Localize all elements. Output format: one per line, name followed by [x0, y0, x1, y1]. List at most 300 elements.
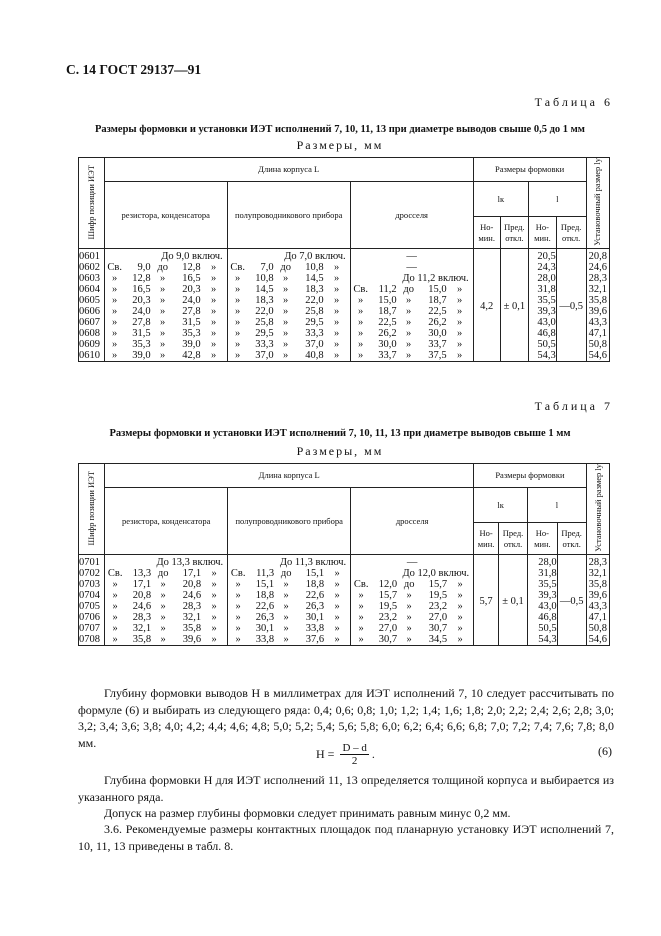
semiconductor-prefix: Св.: [230, 262, 245, 274]
resistor-prefix: Св.: [107, 262, 122, 274]
semiconductor-prefix: »: [235, 284, 241, 296]
semiconductor-sep: »: [283, 579, 289, 591]
resistor-from: 12,8: [132, 273, 151, 285]
resistor-cell: [105, 623, 228, 634]
resistor-from: 20,3: [132, 295, 151, 307]
l-nominal-cell: 39,3: [529, 306, 557, 317]
choke-prefix: »: [358, 590, 364, 602]
semiconductor-sep: »: [283, 295, 289, 307]
formula-6: [316, 742, 375, 767]
choke-header: дросселя: [350, 182, 473, 249]
semiconductor-cell: [227, 284, 350, 295]
choke-cell: [351, 555, 474, 569]
install-size-cell: 28,3: [586, 555, 609, 569]
semiconductor-header: полупроводникового прибора: [228, 488, 351, 555]
semiconductor-from: 18,3: [255, 295, 274, 307]
semiconductor-value: До 7,0 включ.: [284, 251, 346, 263]
resistor-cell: [104, 249, 227, 263]
choke-cell: [350, 284, 473, 295]
semiconductor-from: 14,5: [255, 284, 274, 296]
resistor-unit: »: [211, 295, 217, 307]
resistor-unit: »: [211, 350, 217, 362]
semiconductor-prefix: »: [235, 295, 241, 307]
semiconductor-from: 22,6: [255, 601, 275, 613]
l-nominal-cell: 35,5: [529, 295, 557, 306]
semiconductor-to: 40,8: [305, 350, 324, 362]
resistor-prefix: »: [112, 284, 118, 296]
choke-to: 26,2: [428, 317, 447, 329]
semiconductor-from: 11,3: [256, 568, 275, 580]
semiconductor-prefix: »: [235, 612, 241, 624]
resistor-sep: »: [160, 350, 166, 362]
semiconductor-cell: [228, 555, 351, 569]
semiconductor-cell: [227, 306, 350, 317]
formula-denominator: 2: [351, 755, 358, 767]
choke-cell: [351, 634, 474, 646]
nominal-header: Но- мин.: [529, 217, 557, 249]
semiconductor-unit: »: [334, 306, 340, 318]
install-size-cell: 35,8: [586, 579, 609, 590]
semiconductor-unit: »: [334, 295, 340, 307]
resistor-cell: [104, 317, 227, 328]
semiconductor-cell: [228, 601, 351, 612]
l-nominal-cell: 24,3: [529, 262, 557, 273]
semiconductor-cell: [228, 590, 351, 601]
choke-unit: »: [457, 634, 463, 646]
choke-cell: [350, 262, 473, 273]
table-row: [79, 350, 610, 362]
body-length-header: Длина корпуса L: [104, 158, 473, 182]
l-nominal-cell: 31,8: [529, 284, 557, 295]
choke-cell: [350, 317, 473, 328]
semiconductor-sep: до: [280, 262, 291, 274]
semiconductor-unit: »: [334, 601, 340, 613]
resistor-sep: »: [160, 295, 166, 307]
paragraph-depth-formula: Глубину формовки выводов H в миллиметрах для ИЭТ исполнений 7, 10 следует рассчитывать по формуле (6) и выбирать из следующего ряда: 0,4; 0,6; 0,8; 1,0; 1,2; 1,4; 1,6; 1,8; 2,0; 2,2; 2,4; 2,6; 2,8; 3,0; 3,2; 3,4; 3,6; 3,8; 4,0; 4,2; 4,4; 4,6; 4,8; 5,0; 5,2; 5,4; 5,6; 5,8; 6,0; 6,2; 6,4; 6,6; 6,8; 7,0; 7,2; 7,4; 7,6; 7,8; 8,0 мм.: [78, 686, 614, 750]
choke-from: 30,0: [378, 339, 397, 351]
choke-range: [351, 590, 473, 601]
resistor-range: [105, 590, 227, 601]
resistor-range: [105, 568, 227, 579]
choke-value: До 12,0 включ.: [402, 568, 470, 580]
resistor-range: [105, 328, 227, 339]
choke-range: [351, 350, 473, 361]
resistor-prefix: »: [112, 350, 118, 362]
choke-from: 23,2: [378, 612, 398, 624]
semiconductor-unit: »: [334, 612, 340, 624]
table7-label: Таблица 7: [534, 399, 613, 413]
choke-value: —: [406, 557, 418, 569]
resistor-to: 39,6: [182, 634, 202, 646]
choke-sep: »: [406, 317, 412, 329]
semiconductor-range: [228, 568, 350, 579]
install-size-cell: 47,1: [586, 612, 609, 623]
choke-cell: [350, 306, 473, 317]
resistor-sep: »: [160, 623, 166, 635]
semiconductor-unit: »: [334, 339, 340, 351]
table-row: [79, 579, 610, 590]
resistor-from: 24,6: [132, 601, 152, 613]
l-tolerance-cell: —0,5: [557, 555, 586, 646]
choke-from: 12,0: [378, 579, 398, 591]
choke-range: [351, 328, 473, 339]
resistor-cell: [105, 555, 228, 569]
semiconductor-unit: »: [334, 590, 340, 602]
resistor-cell: [104, 273, 227, 284]
semiconductor-prefix: »: [235, 317, 241, 329]
resistor-cell: [104, 295, 227, 306]
choke-to: 18,7: [428, 295, 447, 307]
table-row: [79, 295, 610, 306]
choke-prefix: »: [358, 306, 364, 318]
formula-lhs: H =: [316, 747, 335, 761]
choke-sep: »: [406, 623, 412, 635]
semiconductor-to: 33,8: [305, 623, 325, 635]
choke-sep: до: [403, 579, 415, 591]
resistor-unit: »: [211, 317, 217, 329]
semiconductor-to: 15,1: [305, 568, 325, 580]
resistor-range: [105, 295, 227, 306]
table-row: [79, 284, 610, 295]
choke-range: [351, 317, 473, 328]
resistor-to: 20,3: [182, 284, 201, 296]
semiconductor-prefix: »: [235, 579, 241, 591]
resistor-prefix: »: [112, 590, 118, 602]
choke-range: [351, 634, 473, 645]
semiconductor-sep: »: [283, 601, 289, 613]
choke-to: 33,7: [428, 339, 447, 351]
semiconductor-to: 18,8: [305, 579, 325, 591]
semiconductor-cell: [228, 579, 351, 590]
resistor-sep: »: [160, 317, 166, 329]
semiconductor-to: 37,6: [305, 634, 325, 646]
resistor-sep: »: [160, 590, 166, 602]
choke-unit: »: [457, 317, 463, 329]
semiconductor-cell: [227, 328, 350, 339]
semiconductor-unit: »: [334, 579, 340, 591]
table-row: [79, 249, 610, 263]
choke-from: 19,5: [378, 601, 398, 613]
resistor-range: [105, 634, 227, 645]
choke-to: 30,7: [428, 623, 448, 635]
semiconductor-range: [228, 590, 350, 601]
semiconductor-header: полупроводникового прибора: [227, 182, 350, 249]
choke-header: дросселя: [351, 488, 474, 555]
l-tolerance-cell: —0,5: [556, 249, 586, 362]
l-nominal-cell: 20,5: [529, 249, 557, 263]
tolerance-header: Пред. откл.: [500, 217, 528, 249]
semiconductor-unit: »: [334, 284, 340, 296]
semiconductor-cell: [227, 249, 350, 263]
semiconductor-prefix: »: [235, 590, 241, 602]
choke-cell: [350, 273, 473, 284]
resistor-to: 24,6: [182, 590, 202, 602]
semiconductor-sep: »: [283, 623, 289, 635]
semiconductor-unit: »: [334, 350, 340, 362]
code-cell: 0703: [79, 579, 105, 590]
choke-range: [351, 306, 473, 317]
l-nominal-cell: 50,5: [529, 339, 557, 350]
page-header: С. 14 ГОСТ 29137—91: [66, 62, 202, 77]
resistor-range: [105, 623, 227, 634]
table-row: [79, 612, 610, 623]
lk-header: lк: [474, 488, 528, 523]
table-row: [79, 317, 610, 328]
formula-numerator: D – d: [342, 742, 367, 754]
resistor-range: [105, 284, 227, 295]
install-size-cell: 43,3: [586, 317, 609, 328]
resistor-cell: [105, 601, 228, 612]
choke-to: 15,0: [428, 284, 447, 296]
code-header: Шифр позиции ИЭТ: [79, 464, 105, 555]
resistor-sep: до: [157, 568, 169, 580]
resistor-from: 39,0: [132, 350, 151, 362]
semiconductor-range: [228, 306, 350, 317]
table-row: [79, 262, 610, 273]
nominal-header: Но- мин.: [528, 523, 558, 555]
resistor-to: 27,8: [182, 306, 201, 318]
resistor-from: 35,3: [132, 339, 151, 351]
choke-to: 15,7: [428, 579, 448, 591]
install-size-cell: 39,6: [586, 590, 609, 601]
l-nominal-cell: 31,8: [528, 568, 558, 579]
code-cell: 0608: [79, 328, 105, 339]
semiconductor-from: 18,8: [255, 590, 275, 602]
l-nominal-cell: 46,8: [528, 612, 558, 623]
semiconductor-cell: [227, 273, 350, 284]
install-size-cell: 35,8: [586, 295, 609, 306]
semiconductor-range: [228, 350, 350, 361]
resistor-unit: »: [211, 284, 217, 296]
choke-prefix: »: [358, 328, 364, 340]
code-cell: 0602: [79, 262, 105, 273]
table-row: [79, 306, 610, 317]
semiconductor-from: 10,8: [255, 273, 274, 285]
formula-tail: .: [371, 747, 375, 761]
choke-unit: »: [457, 590, 463, 602]
resistor-prefix: »: [112, 612, 118, 624]
resistor-from: 20,8: [132, 590, 152, 602]
semiconductor-range: [228, 579, 350, 590]
l-nominal-cell: 28,0: [528, 555, 558, 569]
resistor-sep: »: [160, 601, 166, 613]
resistor-cell: [104, 328, 227, 339]
choke-prefix: »: [358, 601, 364, 613]
code-cell: 0603: [79, 273, 105, 284]
lk-nominal-cell: 4,2: [473, 249, 500, 362]
install-size-header: Установочный размер lу: [586, 158, 609, 249]
resistor-from: 17,1: [132, 579, 152, 591]
choke-prefix: »: [358, 317, 364, 329]
resistor-cell: [104, 262, 227, 273]
semiconductor-prefix: »: [235, 601, 241, 613]
resistor-sep: »: [160, 339, 166, 351]
choke-to: 37,5: [428, 350, 447, 362]
install-size-cell: 32,1: [586, 568, 609, 579]
semiconductor-to: 25,8: [305, 306, 324, 318]
resistor-to: 12,8: [182, 262, 201, 274]
resistor-cell: [105, 568, 228, 579]
choke-unit: »: [457, 612, 463, 624]
code-cell: 0706: [79, 612, 105, 623]
semiconductor-range: [228, 262, 350, 273]
choke-cell: [351, 623, 474, 634]
nominal-header: Но- мин.: [474, 523, 499, 555]
resistor-prefix: »: [112, 339, 118, 351]
choke-unit: »: [457, 350, 463, 362]
resistor-unit: »: [211, 306, 217, 318]
semiconductor-range: [228, 328, 350, 339]
resistor-unit: »: [211, 273, 217, 285]
resistor-sep: »: [160, 273, 166, 285]
table6-label: Таблица 6: [534, 95, 613, 109]
choke-unit: »: [457, 295, 463, 307]
semiconductor-to: 29,5: [305, 317, 324, 329]
tolerance-header: Пред. откл.: [556, 217, 586, 249]
resistor-from: 28,3: [132, 612, 152, 624]
choke-unit: »: [457, 284, 463, 296]
resistor-from: 35,8: [132, 634, 152, 646]
table7-caption: Размеры формовки и установки ИЭТ исполнений 7, 10, 11, 13 при диаметре выводов свыше 1 мм: [109, 428, 571, 439]
semiconductor-prefix: »: [235, 306, 241, 318]
resistor-sep: »: [160, 579, 166, 591]
table-row: [79, 328, 610, 339]
l-nominal-cell: 39,3: [528, 590, 558, 601]
choke-sep: »: [406, 612, 412, 624]
resistor-prefix: »: [112, 601, 118, 613]
semiconductor-range: [228, 295, 350, 306]
choke-from: 33,7: [378, 350, 397, 362]
semiconductor-to: 22,6: [305, 590, 325, 602]
choke-prefix: »: [358, 634, 364, 646]
choke-cell: [351, 612, 474, 623]
install-size-cell: 54,6: [586, 350, 609, 362]
table-row: [79, 555, 610, 569]
semiconductor-prefix: »: [235, 339, 241, 351]
install-size-cell: 32,1: [586, 284, 609, 295]
resistor-unit: »: [211, 568, 217, 580]
resistor-cell: [105, 590, 228, 601]
semiconductor-prefix: »: [235, 273, 241, 285]
resistor-to: 17,1: [182, 568, 202, 580]
lk-tolerance-cell: ± 0,1: [500, 249, 528, 362]
choke-sep: »: [406, 590, 412, 602]
resistor-cell: [105, 579, 228, 590]
choke-prefix: »: [358, 350, 364, 362]
resistor-header: резистора, конденсатора: [105, 488, 228, 555]
choke-range: [351, 601, 473, 612]
install-size-cell: 47,1: [586, 328, 609, 339]
resistor-prefix: »: [112, 328, 118, 340]
choke-sep: »: [406, 328, 412, 340]
semiconductor-cell: [227, 350, 350, 362]
semiconductor-sep: »: [283, 284, 289, 296]
install-size-cell: 43,3: [586, 601, 609, 612]
semiconductor-range: [228, 273, 350, 284]
resistor-from: 24,0: [132, 306, 151, 318]
semiconductor-to: 30,1: [305, 612, 325, 624]
semiconductor-prefix: »: [235, 623, 241, 635]
resistor-range: [105, 601, 227, 612]
resistor-range: [105, 350, 227, 361]
choke-value: —: [406, 262, 417, 274]
code-cell: 0704: [79, 590, 105, 601]
semiconductor-from: 7,0: [260, 262, 274, 274]
install-size-cell: 20,8: [586, 249, 609, 263]
choke-cell: [351, 568, 474, 579]
choke-range: [351, 623, 473, 634]
resistor-prefix: »: [112, 623, 118, 635]
semiconductor-from: 33,8: [255, 634, 275, 646]
resistor-cell: [104, 339, 227, 350]
semiconductor-sep: »: [283, 273, 289, 285]
choke-from: 30,7: [378, 634, 398, 646]
choke-range: [351, 295, 473, 306]
choke-range: [351, 612, 473, 623]
semiconductor-from: 29,5: [255, 328, 274, 340]
semiconductor-from: 33,3: [255, 339, 274, 351]
semiconductor-range: [228, 601, 350, 612]
choke-prefix: »: [358, 623, 364, 635]
l-nominal-cell: 54,3: [528, 634, 558, 646]
choke-unit: »: [457, 328, 463, 340]
choke-from: 18,7: [378, 306, 397, 318]
paragraph-tolerance: Допуск на размер глубины формовки следует принимать равным минус 0,2 мм.: [104, 806, 511, 820]
choke-from: 15,7: [378, 590, 398, 602]
forming-header: Размеры формовки: [473, 158, 586, 182]
resistor-to: 20,8: [182, 579, 202, 591]
choke-unit: »: [457, 339, 463, 351]
semiconductor-range: [228, 317, 350, 328]
semiconductor-from: 22,0: [255, 306, 274, 318]
choke-sep: »: [406, 295, 412, 307]
resistor-prefix: »: [112, 273, 118, 285]
table6: [78, 157, 610, 362]
semiconductor-sep: »: [283, 612, 289, 624]
table-row: [79, 634, 610, 646]
semiconductor-range: [228, 339, 350, 350]
body-length-header: Длина корпуса L: [105, 464, 474, 488]
install-size-cell: 50,8: [586, 623, 609, 634]
lk-nominal-cell: 5,7: [474, 555, 499, 646]
choke-unit: »: [457, 579, 463, 591]
install-size-cell: 54,6: [586, 634, 609, 646]
choke-sep: »: [406, 634, 412, 646]
code-cell: 0610: [79, 350, 105, 362]
resistor-from: 9,0: [137, 262, 151, 274]
semiconductor-to: 37,0: [305, 339, 324, 351]
choke-from: 22,5: [378, 317, 397, 329]
install-size-cell: 39,6: [586, 306, 609, 317]
resistor-from: 13,3: [132, 568, 152, 580]
tolerance-header: Пред. откл.: [557, 523, 586, 555]
resistor-to: 24,0: [182, 295, 201, 307]
semiconductor-from: 25,8: [255, 317, 274, 329]
resistor-prefix: »: [112, 579, 118, 591]
resistor-unit: »: [211, 612, 217, 624]
semiconductor-sep: »: [283, 306, 289, 318]
choke-cell: [350, 339, 473, 350]
choke-prefix: »: [358, 295, 364, 307]
resistor-unit: »: [211, 339, 217, 351]
choke-range: [351, 339, 473, 350]
code-cell: 0707: [79, 623, 105, 634]
table-row: [79, 623, 610, 634]
resistor-from: 27,8: [132, 317, 151, 329]
choke-cell: [351, 590, 474, 601]
resistor-sep: »: [160, 306, 166, 318]
resistor-value: До 13,3 включ.: [156, 557, 224, 569]
